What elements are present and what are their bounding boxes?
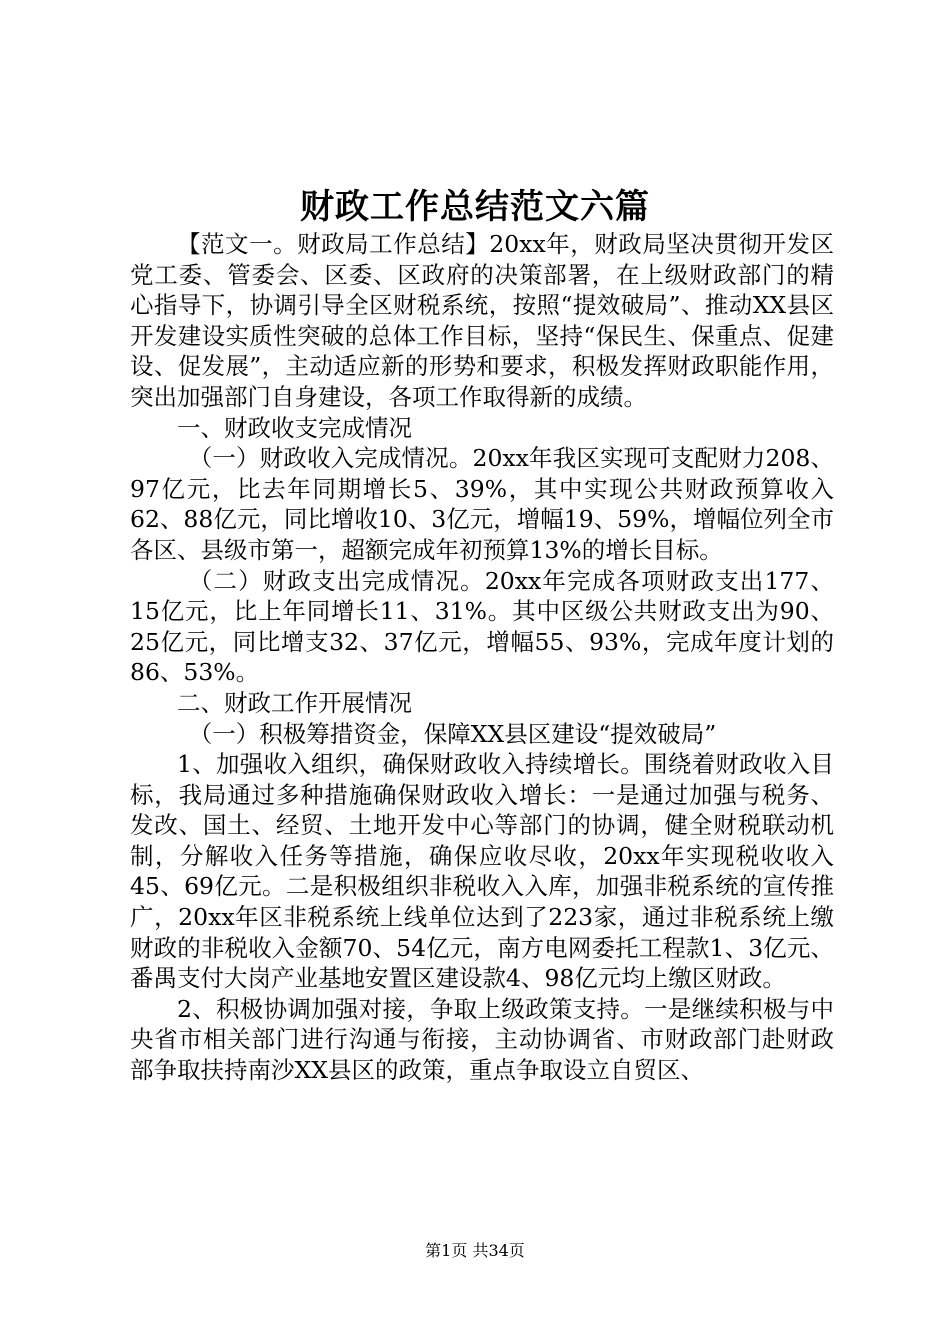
document-body (130, 229, 834, 1086)
section-heading-2: 二、财政工作开展情况 (177, 688, 412, 717)
paragraph-expenditure: （二）财政支出完成情况。20xx年完成各项财政支出177、15亿元，比上年同增长11、31%。其中区级公共财政支出为90、25亿元，同比增支32、37亿元，增幅55、93%，完成年度计划的86、53%。 (130, 566, 834, 687)
paragraph-revenue: （一）财政收入完成情况。20xx年我区实现可支配财力208、97亿元，比去年同期增长5、39%，其中实现公共财政预算收入62、88亿元，同比增收10、3亿元，增幅19、59%，增幅位列全市各区、县级市第一，超额完成年初预算13%的增长目标。 (130, 444, 834, 564)
paragraph-item-1: 1、加强收入组织，确保财政收入持续增长。围绕着财政收入目标，我局通过多种措施确保财政收入增长：一是通过加强与税务、发改、国土、经贸、土地开发中心等部门的协调，健全财税联动机制，分解收入任务等措施，确保应收尽收，20xx年实现税收收入45、69亿元。二是积极组织非税收入入库，加强非税系统的宣传推广，20xx年区非税系统上线单位达到了223家，通过非税系统上缴财政的非税收入金额70、54亿元，南方电网委托工程款1、3亿元、番禺支付大岗产业基地安置区建设款4、98亿元均上缴区财政。 (130, 750, 834, 993)
paragraph-intro: 【范文一。财政局工作总结】20xx年，财政局坚决贯彻开发区党工委、管委会、区委、区政府的决策部署，在上级财政部门的精心指导下，协调引导全区财税系统，按照“提效破局”、推动XX县区开发建设实质性突破的总体工作目标，坚持“保民生、保重点、促建设、促发展”，主动适应新的形势和要求，积极发挥财政职能作用，突出加强部门自身建设，各项工作取得新的成绩。 (130, 230, 834, 411)
subsection-heading: （一）积极筹措资金，保障XX县区建设“提效破局” (188, 719, 717, 748)
paragraph-item-2: 2、积极协调加强对接，争取上级政策支持。一是继续积极与中央省市相关部门进行沟通与衔接，主动协调省、市财政部门赴财政部争取扶持南沙XX县区的政策，重点争取设立自贸区、 (130, 994, 834, 1085)
section-heading-1: 一、财政收支完成情况 (177, 413, 412, 442)
document-title: 财政工作总结范文六篇 (300, 187, 650, 227)
page-footer: 第1页 共34页 (425, 1241, 525, 1260)
